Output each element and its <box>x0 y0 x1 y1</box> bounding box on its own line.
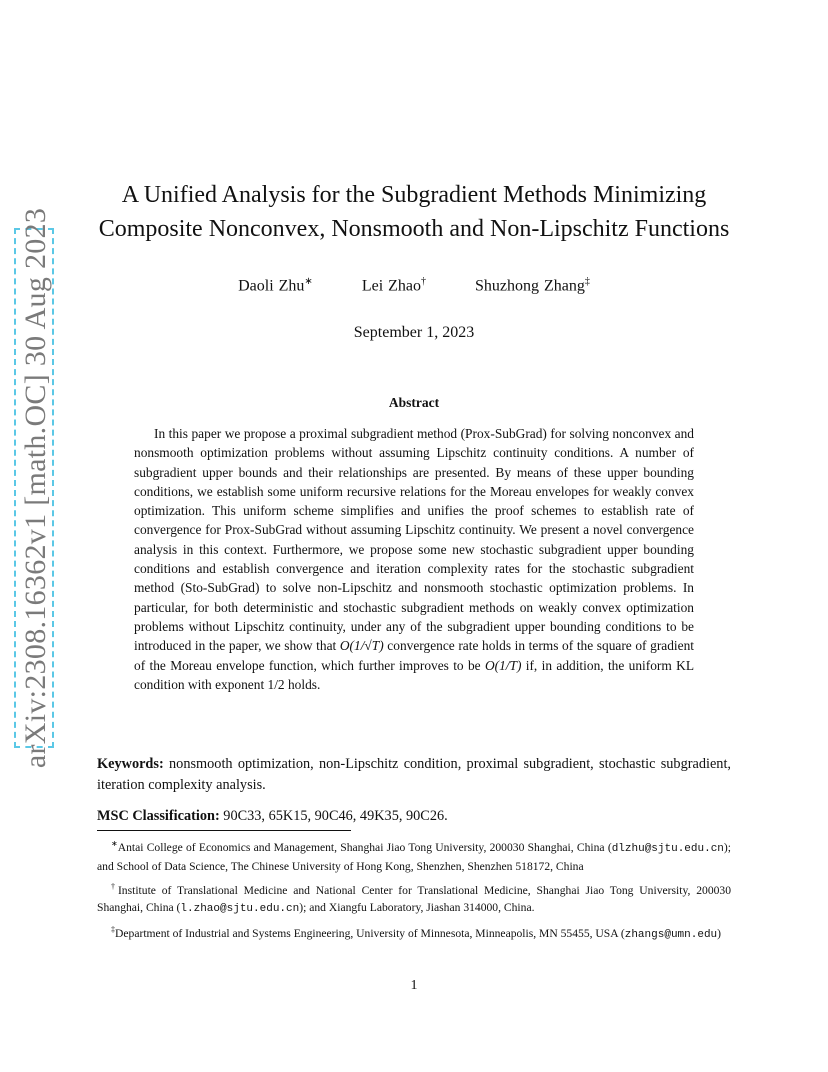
title-line-2: Composite Nonconvex, Nonsmooth and Non-Lipschitz Functions <box>98 216 730 242</box>
footnote-1 <box>97 835 731 875</box>
footnote-rule <box>97 830 351 831</box>
footnote-mark: † <box>111 881 118 891</box>
abstract-part-1: In this paper we propose a proximal subgradient method (Prox-SubGrad) for solving nonconvex and nonsmooth optimization problems without assuming Lipschitz continuity conditions. A number of subgradient upper bounds and their relationships are presented. By means of these upper bounding conditions, we establish some uniform recursive relations for the Moreau envelopes for weakly convex optimization. This uniform scheme simplifies and unifies the proof schemes to establish rate of convergence for Prox-SubGrad without assuming Lipschitz continuity. We present a novel convergence analysis in this context. Furthermore, we propose some new stochastic subgradient upper bounding conditions and establish convergence and iteration complexity rates for the stochastic subgradient method (Sto-SubGrad) to solve non-Lipschitz and nonsmooth stochastic optimization problems. In particular, for both deterministic and stochastic subgradient methods on weakly convex optimization problems without Lipschitz continuity, under any of the subgradient upper bounding conditions to be introduced in the paper, we show that <box>134 426 694 654</box>
footnote-email[interactable]: l.zhao@sjtu.edu.cn <box>180 902 300 915</box>
abstract-math-1: O(1/√T) <box>339 638 384 654</box>
author-name: Daoli Zhu <box>238 277 305 295</box>
footnote-text: ); and School of Data Science, The Chinese University of Hong Kong, Shenzhen, Shenzhen 518172, China <box>97 840 731 873</box>
abstract-heading: Abstract <box>388 395 440 410</box>
author-name: Lei Zhao <box>361 277 422 295</box>
arxiv-identifier: arXiv:2308.16362v1 [math.OC] 30 Aug 2023 <box>19 207 52 769</box>
paper-date: September 1, 2023 <box>353 324 475 341</box>
author-mark: ‡ <box>584 276 590 287</box>
author-2 <box>362 276 426 295</box>
abstract-text <box>134 424 694 694</box>
footnote-mark: ‡ <box>111 924 115 934</box>
footnote-text: Institute of Translational Medicine and National Center for Translational Medicine, Shanghai Jiao Tong University, 200030 Shanghai, China ( <box>97 883 732 914</box>
footnote-mark: ∗ <box>111 839 118 848</box>
msc-text: 90C33, 65K15, 90C46, 49K35, 90C26. <box>223 808 448 824</box>
footnote-text: Antai College of Economics and Management, Shanghai Jiao Tong University, 200030 Shanghai, China ( <box>117 840 612 854</box>
author-name: Shuzhong Zhang <box>475 277 585 295</box>
footnote-text: Department of Industrial and Systems Engineering, University of Minnesota, Minneapolis, MN 55455, USA ( <box>115 926 625 940</box>
footnote-text: ); and Xiangfu Laboratory, Jiashan 314000, China. <box>299 900 535 914</box>
footnotes <box>97 835 731 947</box>
keywords-text: nonsmooth optimization, non-Lipschitz condition, proximal subgradient, stochastic subgradient, iteration complexity analysis. <box>97 756 731 793</box>
author-list <box>0 276 828 295</box>
paper-title <box>0 178 828 246</box>
abstract-part-3: if, in addition, the uniform KL condition with exponent 1/2 holds. <box>134 657 694 692</box>
author-mark: ∗ <box>304 276 313 287</box>
footnote-email[interactable]: zhangs@umn.edu <box>624 928 718 941</box>
abstract-math-2: O(1/T) <box>484 657 522 673</box>
abstract-part-2: convergence rate holds in terms of the square of gradient of the Moreau envelope function, which further improves to be <box>134 638 694 673</box>
footnote-email[interactable]: dlzhu@sjtu.edu.cn <box>611 842 724 855</box>
title-line-1: A Unified Analysis for the Subgradient Methods Minimizing <box>121 182 707 208</box>
msc-section <box>97 806 731 827</box>
author-1 <box>238 276 313 295</box>
author-mark: † <box>421 276 427 287</box>
page-number: 1 <box>410 978 418 993</box>
keywords-label: Keywords: <box>97 756 164 772</box>
msc-label: MSC Classification: <box>97 808 220 824</box>
footnote-2 <box>97 878 731 918</box>
footnote-3 <box>97 921 731 944</box>
footnote-text: ) <box>717 926 722 940</box>
keywords-section <box>97 754 731 796</box>
author-3 <box>475 276 590 295</box>
